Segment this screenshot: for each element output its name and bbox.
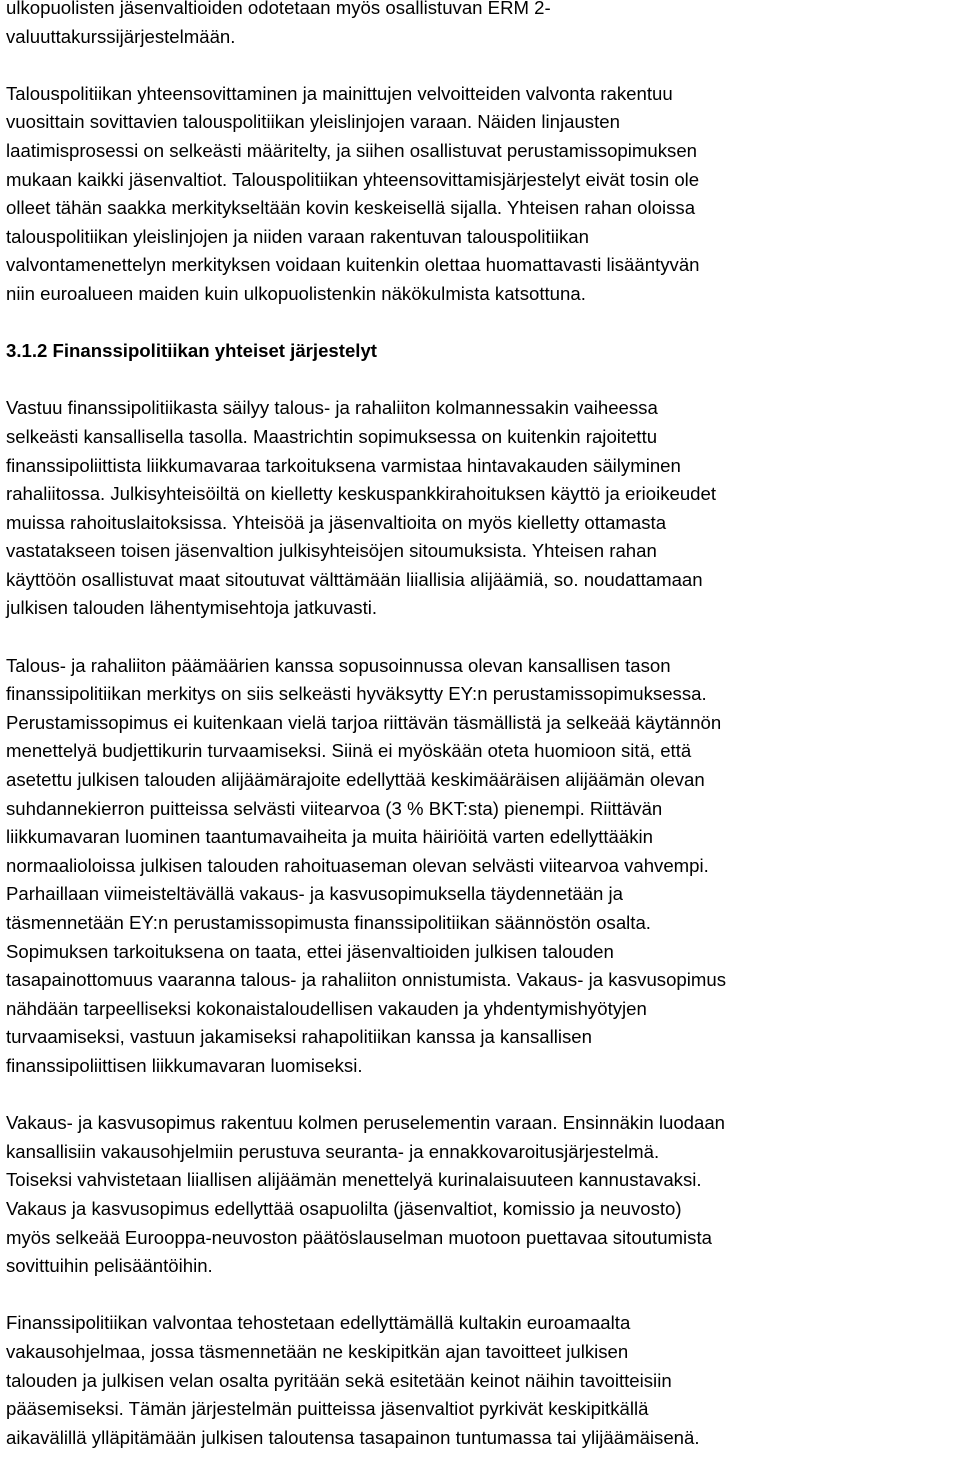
- text-line: Toiseksi vahvistetaan liiallisen alijäämän menettelyä kurinalaisuuteen kannustavaksi.: [6, 1169, 702, 1191]
- paragraph-erm2: [6, 0, 958, 51]
- text-line: suhdannekierron puitteissa selvästi viitearvoa (3 % BKT:sta) pienempi. Riittävän: [6, 797, 663, 819]
- text-line: ulkopuolisten jäsenvaltioiden odotetaan myös osallistuvan ERM 2-: [6, 0, 551, 18]
- paragraph-fiscal-surveillance: [6, 1309, 958, 1452]
- text-line: Perustamissopimus ei kuitenkaan vielä tarjoa riittävän täsmällistä ja selkeää käytännön: [6, 711, 722, 733]
- text-line: asetettu julkisen talouden alijäämärajoite edellyttää keskimääräisen alijäämän olevan: [6, 769, 705, 791]
- text-line: niin euroalueen maiden kuin ulkopuolistenkin näkökulmista katsottuna.: [6, 282, 586, 304]
- text-line: muissa rahoituslaitoksissa. Yhteisöä ja jäsenvaltioita on myös kielletty ottamasta: [6, 511, 667, 533]
- text-line: Vastuu finanssipolitiikasta säilyy talous- ja rahaliiton kolmannessakin vaiheessa: [6, 397, 658, 419]
- text-line: rahaliitossa. Julkisyhteisöiltä on kielletty keskuspankkirahoituksen käyttö ja erioikeudet: [6, 483, 717, 505]
- text-line: talouden ja julkisen velan osalta pyritään sekä esitetään keinot näihin tavoitteisiin: [6, 1369, 672, 1391]
- text-line: kansallisiin vakausohjelmiin perustuva seuranta- ja ennakkovaroitusjärjestelmä.: [6, 1140, 660, 1162]
- text-line: julkisen talouden lähentymisehtoja jatkuvasti.: [6, 597, 378, 619]
- text-line: finanssipolitiikan merkitys on siis selkeästi hyväksytty EY:n perustamissopimuksessa.: [6, 683, 707, 705]
- text-line: normaalioloissa julkisen talouden rahoituaseman olevan selvästi viitearvoa vahvempi.: [6, 854, 709, 876]
- text-line: menettelyä budjettikurin turvaamiseksi. Siinä ei myöskään oteta huomioon sitä, että: [6, 740, 692, 762]
- text-line: liikkumavaran luominen taantumavaiheita ja muita häiriöitä varten edellyttääkin: [6, 826, 653, 848]
- text-line: mukaan kaikki jäsenvaltiot. Talouspolitiikan yhteensovittamisjärjestelyt eivät tosin ole: [6, 168, 700, 190]
- text-line: valuuttakurssijärjestelmään.: [6, 25, 236, 47]
- text-line: olleet tähän saakka merkitykseltään kovin keskeisellä sijalla. Yhteisen rahan oloissa: [6, 197, 696, 219]
- text-line: täsmennetään EY:n perustamissopimusta finanssipolitiikan säännöstön osalta.: [6, 912, 651, 933]
- text-line: sovittuihin pelisääntöihin.: [6, 1255, 213, 1277]
- text-line: myös selkeää Eurooppa-neuvoston päätöslauselman muotoon puettavaa sitoutumista: [6, 1226, 712, 1248]
- text-line: pääsemiseksi. Tämän järjestelmän puitteissa jäsenvaltiot pyrkivät keskipitkällä: [6, 1398, 649, 1420]
- text-line: Sopimuksen tarkoituksena on taata, ettei jäsenvaltioiden julkisen talouden: [6, 940, 614, 962]
- text-line: aikavälillä ylläpitämään julkisen taloutensa tasapainon tuntumassa tai ylijäämäisenä.: [6, 1426, 700, 1448]
- paragraph-economic-policy-coordination: [6, 80, 958, 309]
- text-line: selkeästi kansallisella tasolla. Maastrichtin sopimuksessa on kuitenkin rajoitettu: [6, 425, 658, 447]
- text-line: vuosittain sovittavien talouspolitiikan yleislinjojen varaan. Näiden linjausten: [6, 111, 620, 133]
- paragraph-stability-pact-elements: [6, 1109, 958, 1281]
- text-line: tasapainottomuus vaaranna talous- ja rahaliiton onnistumista. Vakaus- ja kasvusopimus: [6, 969, 727, 991]
- text-line: käyttöön osallistuvat maat sitoutuvat välttämään liiallisia alijäämiä, so. noudattamaan: [6, 568, 703, 590]
- text-line: Vakaus ja kasvusopimus edellyttää osapuolilta (jäsenvaltiot, komissio ja neuvosto): [6, 1197, 682, 1219]
- text-line: Finanssipolitiikan valvontaa tehostetaan edellyttämällä kultakin euroamaalta: [6, 1312, 631, 1334]
- text-line: Vakaus- ja kasvusopimus rakentuu kolmen peruselementin varaan. Ensinnäkin luodaan: [6, 1112, 726, 1134]
- text-line: laatimisprosessi on selkeästi määritelty, ja siihen osallistuvat perustamissopimuksen: [6, 139, 698, 161]
- text-line: vastatakseen toisen jäsenvaltion julkisyhteisöjen sitoumuksista. Yhteisen rahan: [6, 540, 657, 562]
- paragraph-fiscal-responsibility: [6, 394, 958, 623]
- section-heading: 3.1.2 Finanssipolitiikan yhteiset järjestelyt: [6, 340, 377, 362]
- text-line: Talous- ja rahaliiton päämäärien kanssa sopusoinnussa olevan kansallisen tason: [6, 654, 671, 676]
- text-line: Parhaillaan viimeisteltävällä vakaus- ja kasvusopimuksella täydennetään ja: [6, 883, 624, 905]
- text-line: talouspolitiikan yleislinjojen ja niiden varaan rakentuvan talouspolitiikan: [6, 225, 589, 247]
- text-line: Talouspolitiikan yhteensovittaminen ja mainittujen velvoitteiden valvonta rakentuu: [6, 82, 673, 104]
- document-page: [6, 0, 958, 1481]
- text-line: finanssipoliittista liikkumavaraa tarkoituksena varmistaa hintavakauden säilyminen: [6, 454, 681, 476]
- text-line: finanssipoliittisen liikkumavaran luomiseksi.: [6, 1054, 363, 1076]
- text-line: turvaamiseksi, vastuun jakamiseksi rahapolitiikan kanssa ja kansallisen: [6, 1026, 592, 1048]
- paragraph-national-fiscal-policy: [6, 652, 958, 1081]
- text-line: valvontamenettelyn merkityksen voidaan kuitenkin olettaa huomattavasti lisääntyvän: [6, 254, 700, 276]
- text-line: vakausohjelmaa, jossa täsmennetään ne keskipitkän ajan tavoitteet julkisen: [6, 1340, 629, 1362]
- text-line: nähdään tarpeelliseksi kokonaistaloudellisen vakauden ja yhdentymishyötyjen: [6, 997, 647, 1019]
